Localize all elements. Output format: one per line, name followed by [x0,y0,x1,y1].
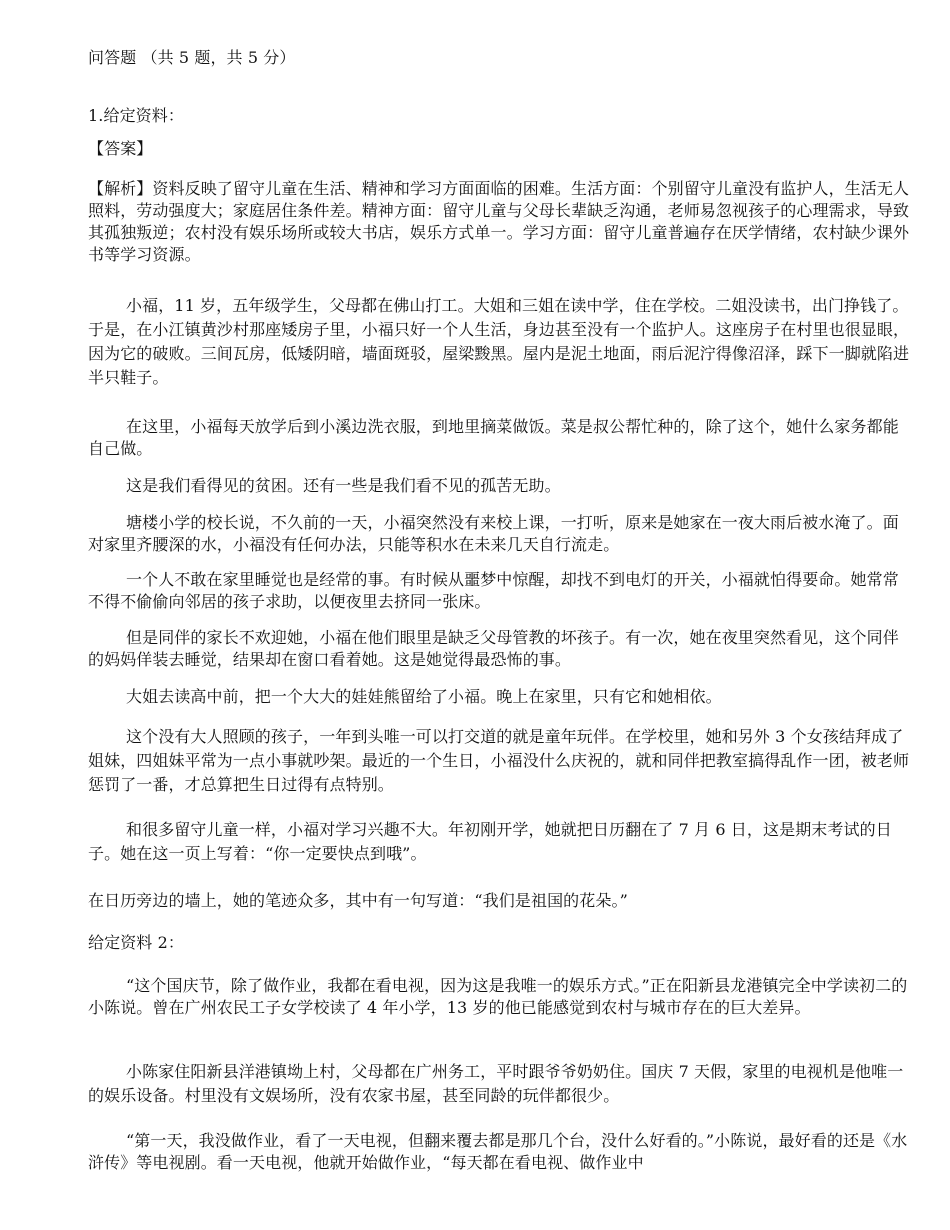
material1-paragraph-6: 但是同伴的家长不欢迎她，小福在他们眼里是缺乏父母管教的坏孩子。有一次，她在夜里突然看见，这个同伴的妈妈佯装去睡觉，结果却在窗口看着她。这是她觉得最恐怖的事。 [88,628,899,669]
material1-paragraph-10: 在日历旁边的墙上，她的笔迹众多，其中有一句写道：“我们是祖国的花朵。” [88,891,628,910]
material1-paragraph-9: 和很多留守儿童一样，小福对学习兴趣不大。年初刚开学，她就把日历翻在了 7 月 6 日，这是期末考试的日子。她在这一页上写着：“你一定要快点到哦”。 [88,820,892,863]
material1-paragraph-5: 一个人不敢在家里睡觉也是经常的事。有时候从噩梦中惊醒，却找不到电灯的开关，小福就怕得要命。她常常不得不偷偷向邻居的孩子求助，以便夜里去挤同一张床。 [88,570,899,611]
material2-paragraph-1: “这个国庆节，除了做作业，我都在看电视，因为这是我唯一的娱乐方式。”正在阳新县龙港镇完全中学读初二的小陈说。曾在广州农民工子女学校读了 4 年小学，13 岁的他已能感觉到农村与城市存在的巨大差异。 [88,976,908,1017]
question-title: 1.给定资料： [88,106,184,125]
section-heading: 问答题 （共 5 题，共 5 分） [88,48,296,67]
material1-paragraph-7: 大姐去读高中前，把一个大大的娃娃熊留给了小福。晚上在家里，只有它和她相依。 [126,687,722,706]
material1-paragraph-4: 塘楼小学的校长说，不久前的一天，小福突然没有来校上课，一打听，原来是她家在一夜大雨后被水淹了。面对家里齐腰深的水，小福没有任何办法，只能等积水在未来几天自行流走。 [88,513,899,554]
material1-paragraph-2: 在这里，小福每天放学后到小溪边洗衣服，到地里摘菜做饭。菜是叔公帮忙种的，除了这个，她什么家务都能自己做。 [88,417,899,458]
material2-heading: 给定资料 2： [88,933,184,952]
analysis-paragraph: 【解析】资料反映了留守儿童在生活、精神和学习方面面临的困难。生活方面：个别留守儿童没有监护人，生活无人照料，劳动强度大；家庭居住条件差。精神方面：留守儿童与父母长辈缺乏沟通，老师易忽视孩子的心理需求，导致其孤独叛逆；农村没有娱乐场所或较大书店，娱乐方式单一。学习方面：留守儿童普遍存在厌学情绪，农村缺少课外书等学习资源。 [88,179,910,264]
material1-paragraph-8: 这个没有大人照顾的孩子，一年到头唯一可以打交道的就是童年玩伴。在学校里，她和另外 3 个女孩结拜成了姐妹，四姐妹平常为一点小事就吵架。最近的一个生日，小福没什么庆祝的，就和同伴把教室搞得乱作一团，被老师惩罚了一番，才总算把生日过得有点特别。 [88,727,910,794]
material1-paragraph-3: 这是我们看得见的贫困。还有一些是我们看不见的孤苦无助。 [126,476,561,495]
material1-paragraph-1: 小福，11 岁，五年级学生，父母都在佛山打工。大姐和三姐在读中学，住在学校。二姐没读书，出门挣钱了。于是，在小江镇黄沙村那座矮房子里，小福只好一个人生活，身边甚至没有一个监护人。这座房子在村里也很显眼，因为它的破败。三间瓦房，低矮阴暗，墙面斑驳，屋梁黢黑。屋内是泥土地面，雨后泥泞得像沼泽，踩下一脚就陷进半只鞋子。 [88,296,910,387]
material2-paragraph-2: 小陈家住阳新县洋港镇坳上村，父母都在广州务工，平时跟爷爷奶奶住。国庆 7 天假，家里的电视机是他唯一的娱乐设备。村里没有文娱场所，没有农家书屋，甚至同龄的玩伴都很少。 [88,1062,904,1105]
answer-label: 【答案】 [88,139,153,158]
material2-paragraph-3: “第一天，我没做作业，看了一天电视，但翻来覆去都是那几个台，没什么好看的。”小陈说，最好看的还是《水浒传》等电视剧。看一天电视，他就开始做作业，“每天都在看电视、做作业中 [88,1131,908,1172]
